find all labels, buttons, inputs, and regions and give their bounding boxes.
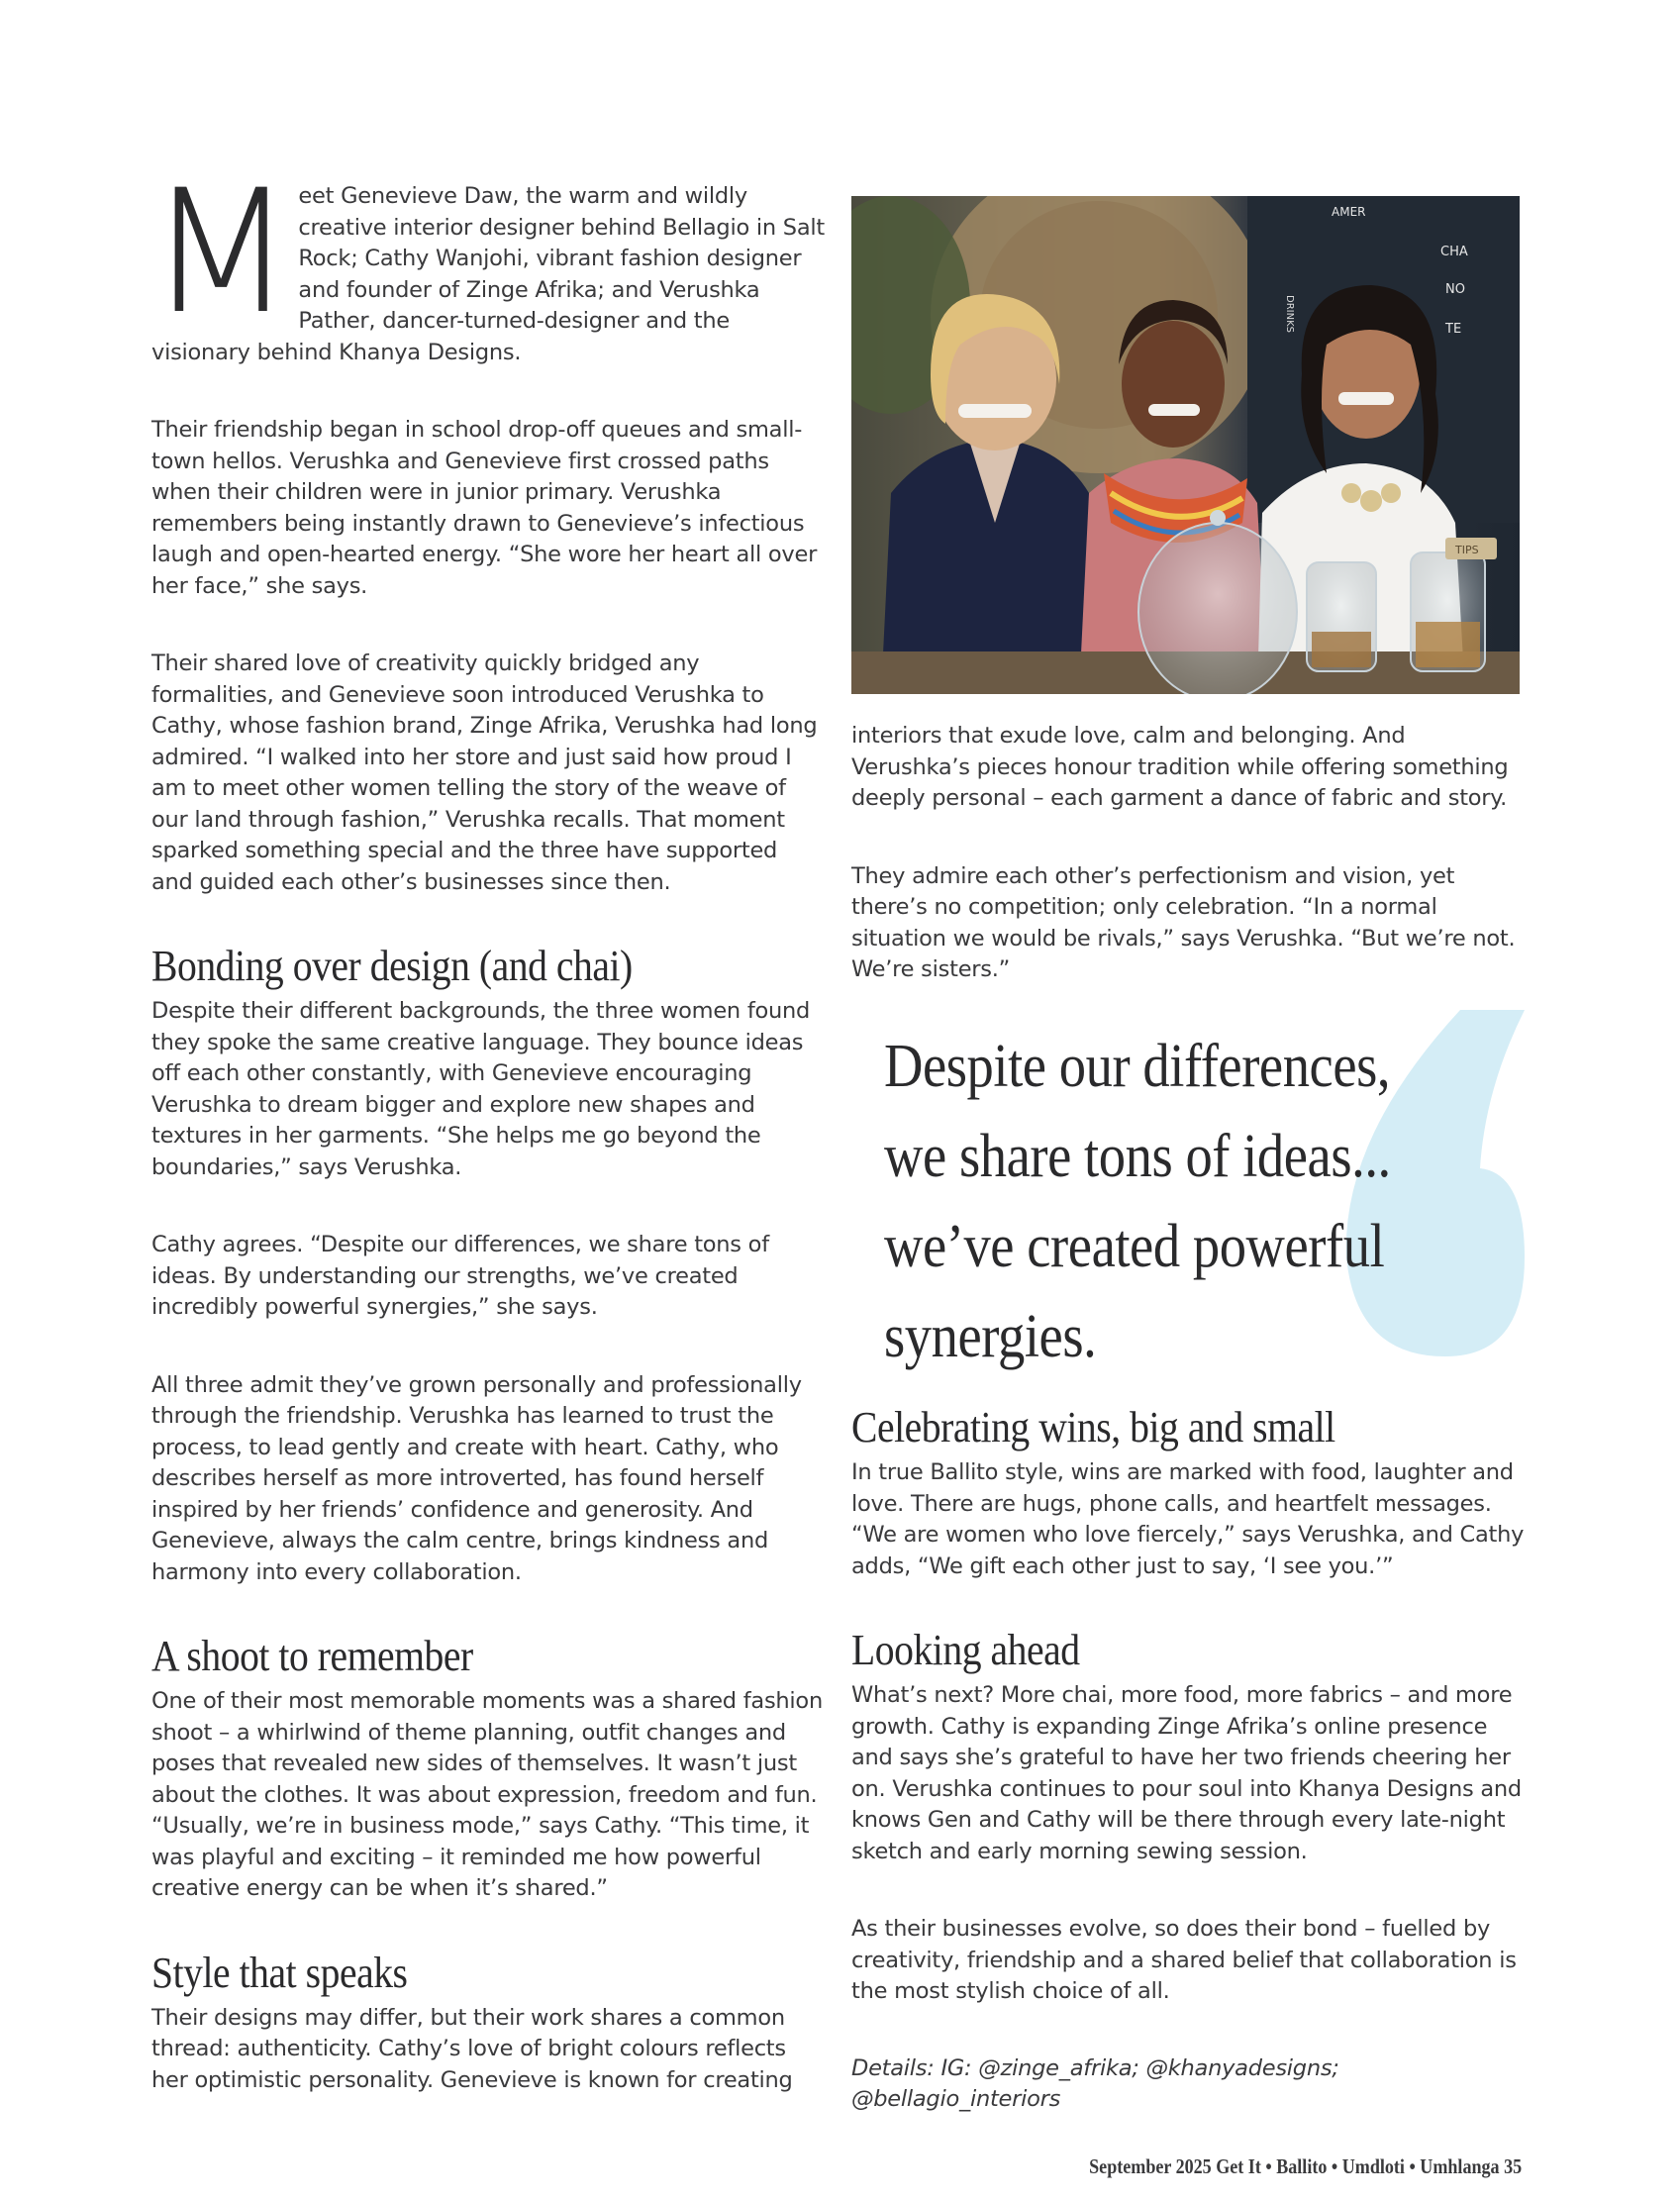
- right-column-bottom: [851, 1403, 1525, 2116]
- paragraph-cathy-agrees: Cathy agrees. “Despite our differences, we share tons of ideas. By understanding our strengths, we’ve created incredibly powerful synergies,” she says.: [151, 1232, 769, 1320]
- pull-quote: Despite our differences, we share tons of ideas... we’ve created powerful synergies.: [884, 1033, 1391, 1370]
- intro-paragraph: eet Genevieve Daw, the warm and wildly creative interior designer behind Bellagio in Salt Rock; Cathy Wanjohi, vibrant fashion designer and founder of Zinge Afrika; and Verushka Pather, dancer-turned-designer and the visionary behind Khanya Designs.: [151, 183, 825, 365]
- heading-looking-ahead: Looking ahead: [851, 1626, 1080, 1674]
- paragraph-style: Their designs may differ, but their work shares a common thread: authenticity. Cathy’s love of bright colours reflects her optimistic personality. Genevieve is known for creating: [151, 2004, 793, 2093]
- paragraph-grown: All three admit they’ve grown personally and professionally through the friendship. Verushka has learned to trust the process, to lead gently and create with heart. Cathy, who describes herself as more introverted, has found herself inspired by her friends’ confidence and generosity. And Genevieve, always the calm centre, brings kindness and harmony into every collaboration.: [151, 1371, 802, 1585]
- sign-text-1: AMER: [1332, 205, 1366, 219]
- three-women-photo: [851, 196, 1520, 694]
- paragraph-looking-ahead: What’s next? More chai, more food, more fabrics – and more growth. Cathy is expanding Zinge Afrika’s online presence and says she’s grateful to have her two friends cheering her on. Verushka continues to pour soul into Khanya Designs and knows Gen and Cathy will be there through every late-night sketch and early morning sewing session.: [851, 1682, 1522, 1864]
- drinks-label: DRINKS: [1284, 295, 1295, 333]
- drop-cap: M: [148, 152, 289, 351]
- paragraph-evolve: As their businesses evolve, so does their bond – fuelled by creativity, friendship and a shared belief that collaboration is the most stylish choice of all.: [851, 1916, 1517, 2004]
- heading-celebrating: Celebrating wins, big and small: [851, 1403, 1335, 1451]
- jar-label: TIPS: [1455, 544, 1479, 556]
- paragraph-friendship: Their friendship began in school drop-off queues and small-town hellos. Verushka and Genevieve first crossed paths when their children were in junior primary. Verushka remembers being instantly drawn to Genevieve’s infectious laugh and open-hearted energy. “She wore her heart all over her face,” she says.: [151, 417, 818, 599]
- article-photo: [851, 196, 1520, 694]
- paragraph-shoot: One of their most memorable moments was a shared fashion shoot – a whirlwind of theme planning, outfit changes and poses that revealed new sides of themselves. It wasn’t just about the clothes. It was about expression, freedom and fun. “Usually, we’re in business mode,” says Cathy. “This time, it was playful and exciting – it reminded me how powerful creative energy can be when it’s shared.”: [151, 1688, 823, 1901]
- right-column-top: [851, 721, 1525, 986]
- page-footer: September 2025 Get It • Ballito • Umdloti • Umhlanga 35: [1088, 2154, 1522, 2178]
- details-line: Details: IG: @zinge_afrika; @khanyadesigns; @bellagio_interiors: [851, 2054, 1339, 2112]
- left-column: [148, 152, 825, 2096]
- heading-shoot: A shoot to remember: [151, 1632, 473, 1680]
- heading-style: Style that speaks: [151, 1948, 408, 1997]
- heading-bonding: Bonding over design (and chai): [151, 942, 633, 990]
- paragraph-bonding: Despite their different backgrounds, the three women found they spoke the same creative language. They bounce ideas off each other constantly, with Genevieve encouraging Verushka to dream bigger and explore new shapes and textures in her garments. “She helps me go beyond the boundaries,” says Verushka.: [151, 998, 811, 1180]
- sign-text-3: NO: [1445, 282, 1465, 297]
- intro-paragraph-wrap: [148, 152, 825, 368]
- paragraph-admire: They admire each other’s perfectionism and vision, yet there’s no competition; only celebration. “In a normal situation we would be rivals,” says Verushka. “But we’re not. We’re sisters.”: [851, 862, 1516, 982]
- paragraph-shared-love: Their shared love of creativity quickly bridged any formalities, and Genevieve soon introduced Verushka to Cathy, whose fashion brand, Zinge Afrika, Verushka had long admired. “I walked into her store and just said how proud I am to meet other women telling the story of the weave of our land through fashion,” Verushka recalls. That moment sparked something special and the three have supported and guided each other’s businesses since then.: [151, 651, 818, 895]
- sign-text-4: TE: [1445, 322, 1462, 337]
- paragraph-interiors: interiors that exude love, calm and belonging. And Verushka’s pieces honour tradition while offering something deeply personal – each garment a dance of fabric and story.: [851, 723, 1509, 811]
- sign-text-2: CHA: [1440, 245, 1468, 259]
- paragraph-celebrating: In true Ballito style, wins are marked with food, laughter and love. There are hugs, phone calls, and heartfelt messages. “We are women who love fiercely,” says Verushka, and Cathy adds, “We gift each other just to say, ‘I see you.’”: [851, 1459, 1525, 1579]
